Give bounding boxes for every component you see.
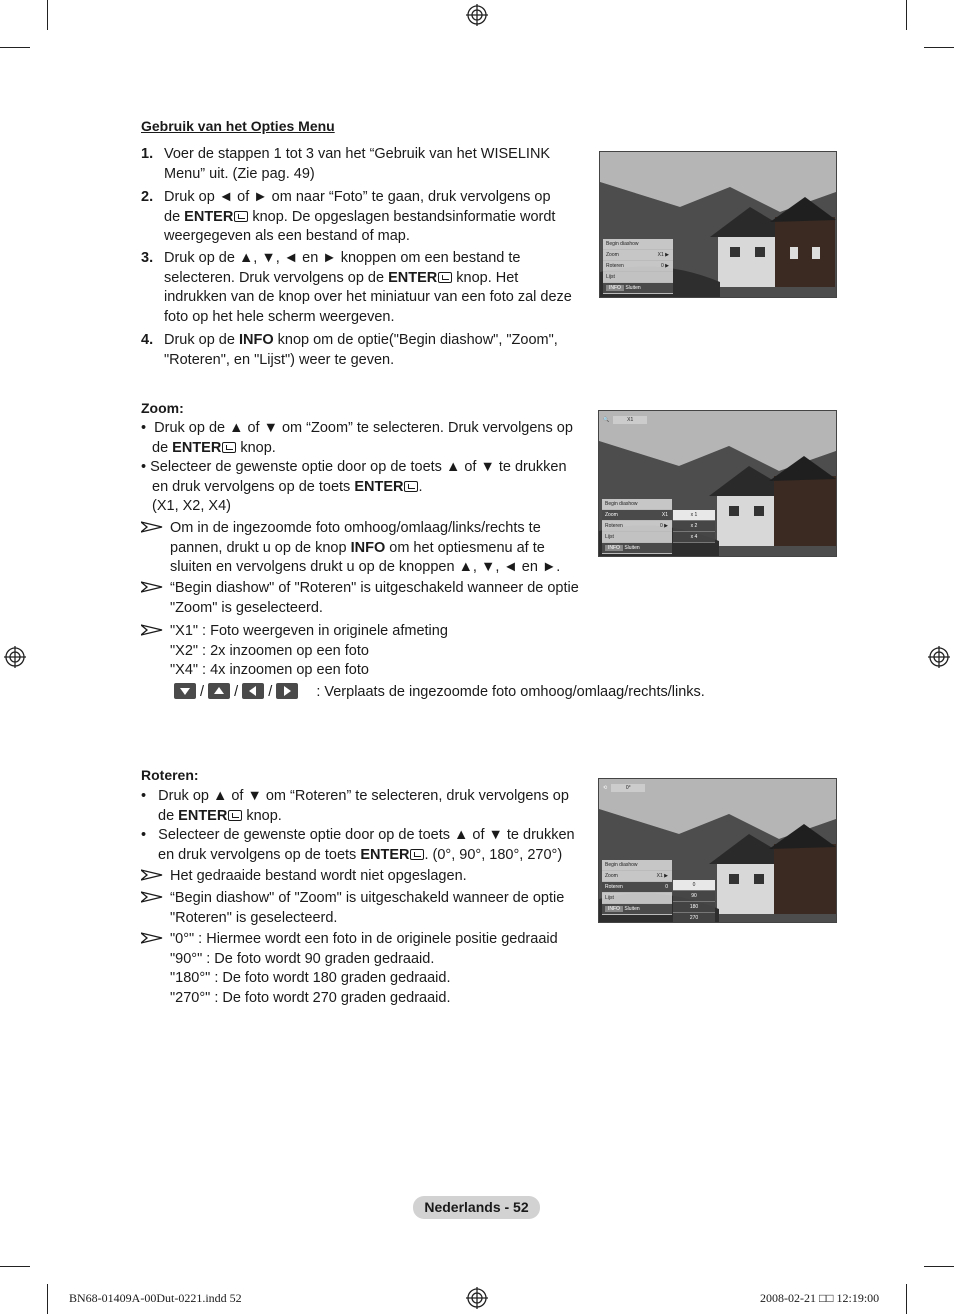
- options-menu-panel: [602, 499, 672, 554]
- rotate-note-3: "0°" : Hiermee wordt een foto in de originele positie gedraaid "90°" : De foto wordt 90 graden gedraaid. "180°" : De foto wordt 180 graden gedraaid. "270°" : De foto wordt 270 graden gedraaid.: [170, 931, 558, 1006]
- crop-mark: [924, 47, 954, 48]
- enter-icon: [438, 272, 452, 283]
- crop-mark: [0, 47, 30, 48]
- step-2: Druk op ◄ of ► om naar “Foto” te gaan, druk vervolgens op de ENTER knop. De opgeslagen bestandsinformatie wordt weergegeven als een bestand of map.: [164, 189, 556, 244]
- step-number: 4.: [141, 332, 154, 348]
- crop-mark: [47, 0, 48, 30]
- zoom-nav-keys: / / / : Verplaats de ingezoomde foto omhoog/omlaag/rechts/links.: [174, 683, 774, 703]
- enter-icon: [410, 849, 424, 860]
- tv-screenshot-zoom: [598, 410, 837, 557]
- close-button[interactable]: Sluiten: [624, 906, 640, 912]
- zoom-option[interactable]: x 4: [673, 532, 715, 543]
- enter-icon: [234, 211, 248, 222]
- rotate-option[interactable]: 0: [673, 880, 715, 891]
- rotate-bullet-2: • Selecteer de gewenste optie door op de toets ▲ of ▼ te drukken en druk vervolgens op de toets ENTER . (0°, 90°, 180°, 270°): [141, 827, 575, 863]
- zoom-note-3: "X1" : Foto weergeven in originele afmeting "X2" : 2x inzoomen op een foto "X4" : 4x inzoomen op een foto: [170, 623, 448, 678]
- menu-footer: INFO Sluiten: [602, 543, 672, 554]
- note-arrow-icon: [141, 624, 163, 636]
- step-number: 1.: [141, 146, 154, 162]
- zoom-note-1: Om in de ingezoomde foto omhoog/omlaag/links/rechts te pannen, drukt u op de knop INFO om het optiesmenu af te sluiten en vervolgens drukt u op de knoppen ▲, ▼, ◄ en ►.: [170, 520, 561, 575]
- menu-item-list[interactable]: Lijst: [602, 893, 672, 904]
- enter-icon: [222, 442, 236, 453]
- registration-mark-icon: [466, 1287, 488, 1309]
- note-arrow-icon: [141, 869, 163, 881]
- menu-item-list[interactable]: Lijst: [603, 272, 673, 283]
- zoom-option[interactable]: x 2: [673, 521, 715, 532]
- right-key-icon: [276, 683, 298, 699]
- close-button[interactable]: Sluiten: [624, 545, 640, 551]
- enter-icon: [228, 810, 242, 821]
- enter-icon: [404, 481, 418, 492]
- crop-mark: [906, 0, 907, 30]
- rotate-option[interactable]: 270: [673, 913, 715, 923]
- registration-mark-icon: [928, 646, 950, 668]
- step-1: Voer de stappen 1 tot 3 van het “Gebruik van het WISELINK Menu” uit. (Zie pag. 49): [164, 146, 551, 182]
- zoom-bullet-2: • Selecteer de gewenste optie door op de toets ▲ of ▼ te drukken en druk vervolgens op de toets ENTER . (X1, X2, X4): [141, 459, 567, 514]
- rotate-status-bar: ⟲ 0°: [603, 783, 645, 793]
- left-key-icon: [242, 683, 264, 699]
- options-menu-panel: [602, 860, 672, 915]
- step-number: 2.: [141, 189, 154, 205]
- note-arrow-icon: [141, 521, 163, 533]
- close-button[interactable]: Sluiten: [625, 285, 641, 291]
- menu-item-begin-diashow[interactable]: Begin diashow: [602, 860, 672, 871]
- step-4: Druk op de INFO knop om de optie("Begin diashow", "Zoom", "Roteren", en "Lijst") weer te geven.: [164, 332, 558, 368]
- section-heading-zoom: Zoom:: [141, 400, 184, 416]
- zoom-note-2: “Begin diashow" of "Roteren" is uitgeschakeld wanneer de optie "Zoom" is geselecteerd.: [170, 580, 579, 616]
- down-key-icon: [174, 683, 196, 699]
- note-arrow-icon: [141, 932, 163, 944]
- page-number-label: Nederlands - 52: [413, 1196, 540, 1219]
- rotate-options-list: [673, 880, 715, 923]
- menu-item-rotate[interactable]: Roteren 0 ▶: [603, 261, 673, 272]
- menu-item-zoom[interactable]: Zoom X1 ▶: [603, 250, 673, 261]
- registration-mark-icon: [466, 4, 488, 26]
- zoom-options-list: [673, 510, 715, 543]
- rotate-note-1: Het gedraaide bestand wordt niet opgeslagen.: [170, 868, 467, 884]
- menu-item-begin-diashow[interactable]: Begin diashow: [603, 239, 673, 250]
- menu-item-list[interactable]: Lijst: [602, 532, 672, 543]
- menu-footer: INFO Sluiten: [603, 283, 673, 294]
- menu-item-begin-diashow[interactable]: Begin diashow: [602, 499, 672, 510]
- crop-mark: [47, 1284, 48, 1314]
- crop-mark: [906, 1284, 907, 1314]
- step-number: 3.: [141, 250, 154, 266]
- tv-screenshot-rotate: [598, 778, 837, 923]
- menu-footer: INFO Sluiten: [602, 904, 672, 915]
- date-slug: 2008-02-21 □□ 12:19:00: [760, 1291, 880, 1305]
- menu-item-zoom[interactable]: Zoom X1 ▶: [602, 871, 672, 882]
- magnifier-icon: 🔍: [603, 417, 610, 423]
- rotate-option[interactable]: 180: [673, 902, 715, 913]
- menu-item-rotate[interactable]: Roteren 0 ▶: [602, 521, 672, 532]
- crop-mark: [924, 1266, 954, 1267]
- rotate-icon: ⟲: [603, 785, 608, 791]
- zoom-status-bar: 🔍 X1: [603, 415, 647, 425]
- rotate-bullet-1: • Druk op ▲ of ▼ om “Roteren” te selecteren, druk vervolgens op de ENTER knop.: [141, 788, 569, 824]
- options-menu-panel: [603, 239, 673, 294]
- section-heading-rotate: Roteren:: [141, 767, 199, 783]
- note-arrow-icon: [141, 891, 163, 903]
- registration-mark-icon: [4, 646, 26, 668]
- file-slug: BN68-01409A-00Dut-0221.indd 52: [69, 1291, 242, 1305]
- crop-mark: [0, 1266, 30, 1267]
- tv-screenshot-options: [599, 151, 837, 298]
- menu-item-zoom[interactable]: Zoom X1: [602, 510, 672, 521]
- rotate-option[interactable]: 90: [673, 891, 715, 902]
- step-3: Druk op de ▲, ▼, ◄ en ► knoppen om een bestand te selecteren. Druk vervolgens op de ENTER knop. Het indrukken van de knop over het miniatuur van een foto zal deze foto op het hele scherm weergeven.: [164, 250, 572, 325]
- up-key-icon: [208, 683, 230, 699]
- zoom-option[interactable]: x 1: [673, 510, 715, 521]
- section-heading-options-menu: Gebruik van het Opties Menu: [141, 118, 335, 134]
- menu-item-rotate[interactable]: Roteren 0: [602, 882, 672, 893]
- rotate-note-2: “Begin diashow" of "Zoom" is uitgeschakeld wanneer de optie "Roteren" is geselecteerd.: [170, 890, 565, 926]
- zoom-bullet-1: • Druk op de ▲ of ▼ om “Zoom” te selecteren. Druk vervolgens op de ENTER knop.: [141, 420, 573, 456]
- note-arrow-icon: [141, 581, 163, 593]
